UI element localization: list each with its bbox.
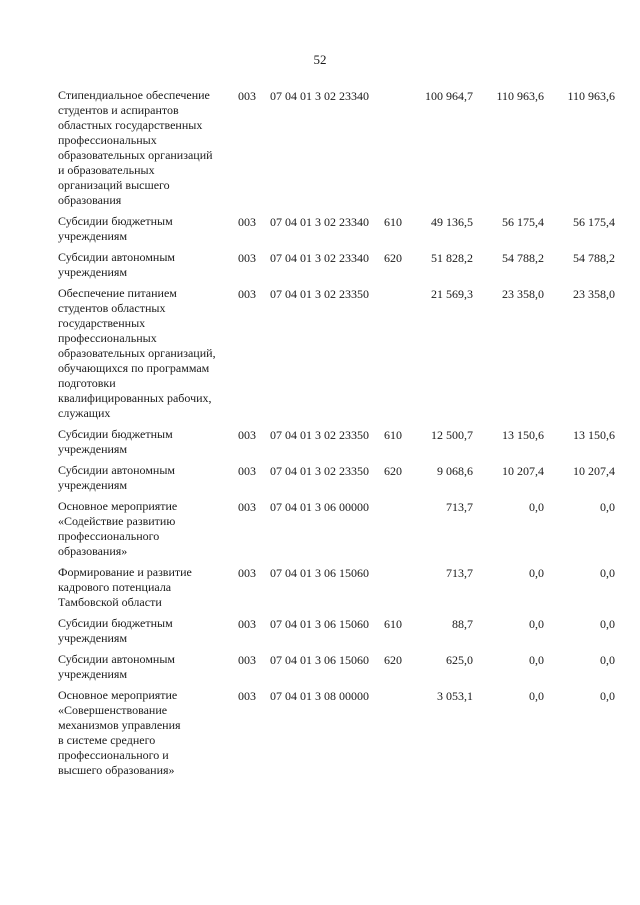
- amount-year-3: 54 788,2: [573, 251, 615, 265]
- target-article-code: 01 3 02 23350: [300, 287, 369, 301]
- table-row: [0, 214, 640, 244]
- page-number: 52: [313, 52, 327, 67]
- amount-year-1: 88,7: [452, 617, 473, 631]
- table-row: [0, 286, 640, 421]
- amount-year-2: 0,0: [529, 653, 544, 667]
- table-row: [0, 616, 640, 646]
- amount-year-2: 56 175,4: [502, 215, 544, 229]
- amount-year-3: 0,0: [600, 500, 615, 514]
- target-article-code: 01 3 06 15060: [300, 566, 369, 580]
- expense-type-code: 620: [384, 464, 402, 478]
- section-code: 07 04: [270, 287, 297, 301]
- row-name: Основное мероприятие «Совершенствование механизмов управления в системе среднего профессионального и высшего образования»: [58, 688, 181, 777]
- target-article-code: 01 3 06 15060: [300, 617, 369, 631]
- row-name: Субсидии автономным учреждениям: [58, 463, 175, 492]
- section-code: 07 04: [270, 689, 297, 703]
- target-article-code: 01 3 02 23350: [300, 464, 369, 478]
- ministry-code: 003: [238, 215, 256, 229]
- section-code: 07 04: [270, 89, 297, 103]
- section-code: 07 04: [270, 428, 297, 442]
- amount-year-3: 56 175,4: [573, 215, 615, 229]
- amount-year-1: 9 068,6: [437, 464, 473, 478]
- section-code: 07 04: [270, 500, 297, 514]
- ministry-code: 003: [238, 653, 256, 667]
- table-row: [0, 88, 640, 208]
- target-article-code: 01 3 06 15060: [300, 653, 369, 667]
- row-name: Субсидии бюджетным учреждениям: [58, 427, 173, 456]
- section-code: 07 04: [270, 215, 297, 229]
- amount-year-1: 51 828,2: [431, 251, 473, 265]
- row-name: Субсидии автономным учреждениям: [58, 652, 175, 681]
- amount-year-3: 110 963,6: [567, 89, 615, 103]
- table-row: [0, 652, 640, 682]
- table-row: [0, 250, 640, 280]
- ministry-code: 003: [238, 500, 256, 514]
- amount-year-2: 0,0: [529, 566, 544, 580]
- section-code: 07 04: [270, 566, 297, 580]
- ministry-code: 003: [238, 287, 256, 301]
- amount-year-2: 10 207,4: [502, 464, 544, 478]
- amount-year-1: 21 569,3: [431, 287, 473, 301]
- budget-table: [0, 88, 640, 778]
- amount-year-3: 0,0: [600, 617, 615, 631]
- expense-type-code: 620: [384, 653, 402, 667]
- table-row: [0, 565, 640, 610]
- amount-year-1: 100 964,7: [425, 89, 473, 103]
- amount-year-3: 13 150,6: [573, 428, 615, 442]
- amount-year-2: 54 788,2: [502, 251, 544, 265]
- table-row: [0, 427, 640, 457]
- target-article-code: 01 3 02 23340: [300, 251, 369, 265]
- amount-year-1: 713,7: [446, 500, 473, 514]
- expense-type-code: 610: [384, 428, 402, 442]
- target-article-code: 01 3 02 23350: [300, 428, 369, 442]
- target-article-code: 01 3 02 23340: [300, 215, 369, 229]
- row-name: Основное мероприятие «Содействие развитию профессионального образования»: [58, 499, 178, 558]
- row-name: Стипендиальное обеспечение студентов и аспирантов областных государственных профессиональных образовательных организаций и образовательных организаций высшего образования: [58, 88, 213, 207]
- ministry-code: 003: [238, 464, 256, 478]
- amount-year-3: 10 207,4: [573, 464, 615, 478]
- ministry-code: 003: [238, 617, 256, 631]
- amount-year-1: 713,7: [446, 566, 473, 580]
- amount-year-2: 0,0: [529, 689, 544, 703]
- amount-year-1: 625,0: [446, 653, 473, 667]
- section-code: 07 04: [270, 617, 297, 631]
- target-article-code: 01 3 06 00000: [300, 500, 369, 514]
- table-row: [0, 499, 640, 559]
- row-name: Субсидии бюджетным учреждениям: [58, 214, 173, 243]
- ministry-code: 003: [238, 89, 256, 103]
- section-code: 07 04: [270, 464, 297, 478]
- amount-year-2: 110 963,6: [496, 89, 544, 103]
- amount-year-2: 0,0: [529, 617, 544, 631]
- row-name: Субсидии бюджетным учреждениям: [58, 616, 173, 645]
- ministry-code: 003: [238, 689, 256, 703]
- amount-year-3: 23 358,0: [573, 287, 615, 301]
- target-article-code: 01 3 08 00000: [300, 689, 369, 703]
- expense-type-code: 610: [384, 215, 402, 229]
- row-name: Обеспечение питанием студентов областных государственных профессиональных образовательных организаций, обучающихся по программам подготовки квалифицированных рабочих, служащих: [58, 286, 216, 420]
- section-code: 07 04: [270, 251, 297, 265]
- ministry-code: 003: [238, 428, 256, 442]
- amount-year-2: 23 358,0: [502, 287, 544, 301]
- ministry-code: 003: [238, 566, 256, 580]
- amount-year-2: 0,0: [529, 500, 544, 514]
- table-row: [0, 463, 640, 493]
- row-name: Субсидии автономным учреждениям: [58, 250, 175, 279]
- table-row: [0, 688, 640, 778]
- ministry-code: 003: [238, 251, 256, 265]
- target-article-code: 01 3 02 23340: [300, 89, 369, 103]
- row-name: Формирование и развитие кадрового потенциала Тамбовской области: [58, 565, 192, 609]
- expense-type-code: 610: [384, 617, 402, 631]
- amount-year-1: 3 053,1: [437, 689, 473, 703]
- amount-year-2: 13 150,6: [502, 428, 544, 442]
- section-code: 07 04: [270, 653, 297, 667]
- amount-year-3: 0,0: [600, 566, 615, 580]
- expense-type-code: 620: [384, 251, 402, 265]
- amount-year-1: 12 500,7: [431, 428, 473, 442]
- amount-year-1: 49 136,5: [431, 215, 473, 229]
- amount-year-3: 0,0: [600, 689, 615, 703]
- amount-year-3: 0,0: [600, 653, 615, 667]
